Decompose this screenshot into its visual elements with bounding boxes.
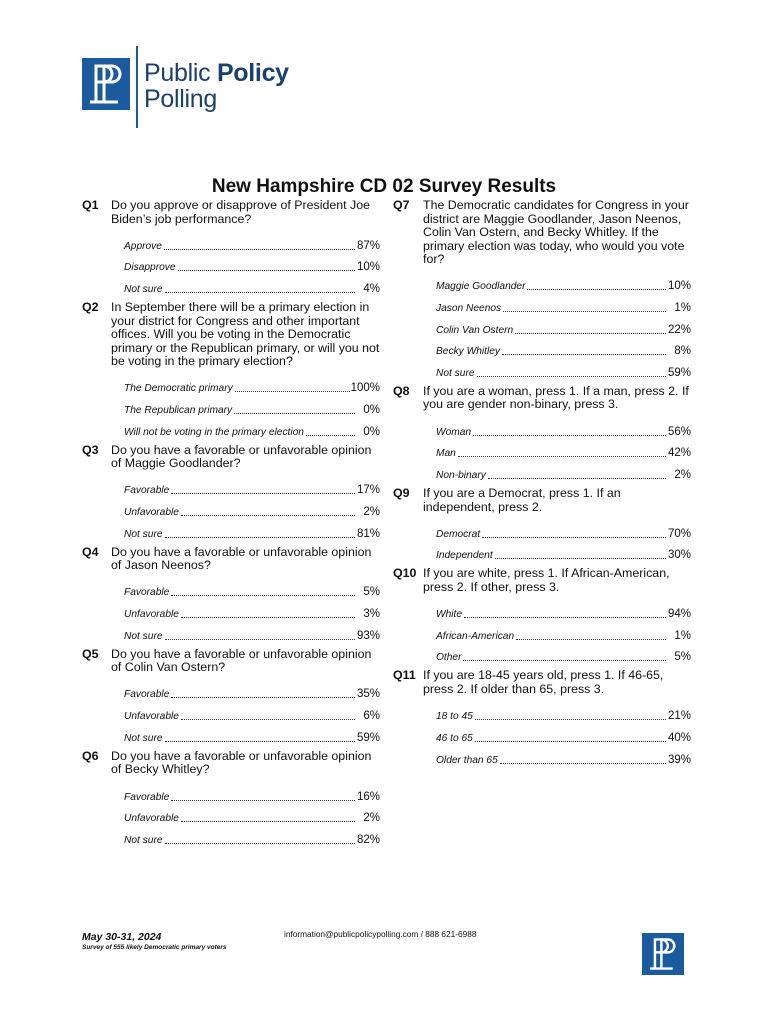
answer-value: 81% bbox=[356, 527, 380, 540]
answer-label: Favorable bbox=[124, 791, 170, 803]
answer-row bbox=[82, 254, 380, 276]
dot-leader bbox=[475, 741, 666, 742]
dot-leader bbox=[181, 617, 355, 618]
answer-list bbox=[82, 375, 380, 440]
answer-row bbox=[82, 375, 380, 397]
answer-label: The Republican primary bbox=[124, 404, 233, 416]
dot-leader bbox=[165, 639, 355, 640]
dot-leader bbox=[306, 435, 355, 436]
answer-label: Non-binary bbox=[436, 470, 486, 481]
survey-sample: Survey of 555 likely Democratic primary voters bbox=[82, 944, 227, 951]
answer-label: Not sure bbox=[124, 630, 163, 642]
answer-row bbox=[393, 338, 691, 360]
dot-leader bbox=[234, 413, 355, 414]
dot-leader bbox=[235, 391, 350, 392]
answer-row bbox=[393, 461, 691, 483]
answer-row bbox=[393, 542, 691, 564]
answer-row bbox=[82, 826, 380, 848]
answer-value: 1% bbox=[674, 629, 691, 642]
question-number: Q1 bbox=[82, 198, 99, 212]
dot-leader bbox=[495, 558, 666, 559]
dot-leader bbox=[171, 800, 355, 801]
answer-row bbox=[393, 644, 691, 666]
answer-label: Approve bbox=[124, 240, 162, 252]
question-text: Do you have a favorable or unfavorable opinion of Colin Van Ostern? bbox=[111, 646, 372, 675]
answer-label: Unfavorable bbox=[124, 711, 179, 723]
answer-label: Not sure bbox=[124, 732, 163, 744]
ppp-logo bbox=[82, 46, 302, 128]
answer-value: 17% bbox=[356, 484, 380, 497]
answer-list bbox=[393, 273, 691, 381]
dot-leader bbox=[463, 660, 666, 661]
question-number: Q8 bbox=[393, 383, 410, 398]
question-header bbox=[82, 301, 380, 369]
answer-row bbox=[393, 600, 691, 622]
answer-label: Older than 65 bbox=[436, 754, 498, 766]
question-header bbox=[393, 487, 691, 514]
answer-value: 4% bbox=[363, 283, 380, 296]
question-text: Do you approve or disapprove of President Joe Biden’s job performance? bbox=[111, 198, 370, 226]
answer-label: Favorable bbox=[124, 587, 170, 599]
page-title: New Hampshire CD 02 Survey Results bbox=[211, 176, 557, 197]
answer-value: 3% bbox=[363, 608, 380, 621]
question-header bbox=[82, 444, 380, 471]
answer-row bbox=[393, 273, 691, 295]
answer-row bbox=[393, 440, 691, 462]
question-text: If you are a Democrat, press 1. If an independent, press 2. bbox=[423, 486, 621, 514]
dot-leader bbox=[458, 456, 666, 457]
answer-label: Becky Whitley bbox=[436, 346, 500, 358]
answer-label: Other bbox=[436, 652, 462, 664]
dot-leader bbox=[515, 333, 666, 334]
answer-label: Unfavorable bbox=[124, 507, 179, 518]
answer-value: 5% bbox=[363, 586, 380, 599]
answer-value: 93% bbox=[356, 629, 380, 642]
question-q11 bbox=[393, 669, 691, 767]
question-text: If you are a woman, press 1. If a man, press 2. If you are gender non-binary, press 3. bbox=[423, 383, 689, 412]
dot-leader bbox=[181, 515, 355, 516]
logo-wordmark bbox=[144, 60, 289, 112]
answer-row bbox=[82, 600, 380, 622]
question-text: Do you have a favorable or unfavorable opinion of Becky Whitley? bbox=[111, 748, 372, 777]
answer-row bbox=[82, 418, 380, 440]
answer-value: 2% bbox=[363, 812, 380, 825]
dot-leader bbox=[527, 289, 666, 290]
question-number: Q10 bbox=[393, 566, 417, 581]
answer-list bbox=[393, 520, 691, 563]
answer-label: Woman bbox=[436, 426, 472, 438]
question-q8 bbox=[393, 385, 691, 483]
question-header bbox=[393, 567, 691, 594]
contact-info: information@publicpolicypolling.com / 888 621-6988 bbox=[284, 929, 477, 939]
answer-value: 39% bbox=[667, 753, 691, 766]
question-text: Do you have a favorable or unfavorable opinion of Maggie Goodlander? bbox=[111, 442, 372, 471]
dot-leader bbox=[477, 376, 666, 377]
answer-row bbox=[82, 396, 380, 418]
answer-value: 87% bbox=[356, 239, 380, 252]
dot-leader bbox=[178, 270, 355, 271]
dot-leader bbox=[464, 617, 666, 618]
answer-label: 46 to 65 bbox=[436, 732, 473, 744]
dot-leader bbox=[165, 292, 355, 293]
answer-value: 1% bbox=[674, 301, 691, 314]
dot-leader bbox=[502, 354, 666, 355]
question-q10 bbox=[393, 567, 691, 665]
logo-word-public: Public bbox=[144, 59, 217, 87]
question-number: Q11 bbox=[393, 668, 416, 683]
question-text: If you are 18-45 years old, press 1. If 46-65, press 2. If older than 65, press 3. bbox=[423, 668, 664, 696]
answer-label: Not sure bbox=[124, 834, 163, 846]
answer-label: Jason Neenos bbox=[436, 302, 502, 314]
answer-row bbox=[393, 418, 691, 440]
question-header bbox=[393, 385, 691, 412]
dot-leader bbox=[164, 249, 355, 250]
answer-row bbox=[393, 359, 691, 381]
question-header bbox=[82, 648, 380, 675]
answer-row bbox=[82, 724, 380, 746]
answer-label: Colin Van Ostern bbox=[436, 324, 514, 336]
question-text: In September there will be a primary election in your district for Congress and other important offices. Will you be voting in the Democratic primary or the Republican primary, or will you not be voting in the primary election? bbox=[111, 300, 380, 369]
answer-label: Maggie Goodlander bbox=[436, 281, 526, 293]
answer-list bbox=[82, 477, 380, 542]
answer-row bbox=[393, 316, 691, 338]
answer-row bbox=[82, 498, 380, 520]
answer-row bbox=[82, 681, 380, 703]
answer-list bbox=[82, 783, 380, 848]
answer-label: Disapprove bbox=[124, 262, 176, 274]
answer-list bbox=[393, 418, 691, 483]
question-number: Q7 bbox=[393, 198, 410, 212]
dot-leader bbox=[171, 493, 355, 494]
dot-leader bbox=[482, 537, 666, 538]
answer-list bbox=[82, 232, 380, 297]
answer-value: 8% bbox=[674, 345, 691, 358]
logo-divider bbox=[136, 46, 138, 128]
answer-row bbox=[82, 477, 380, 499]
ppp-logo-mark bbox=[82, 58, 130, 110]
answer-value: 0% bbox=[363, 403, 380, 416]
answer-label: Favorable bbox=[124, 485, 170, 497]
answer-value: 42% bbox=[667, 447, 691, 460]
question-q6 bbox=[82, 750, 380, 848]
question-q9 bbox=[393, 487, 691, 563]
dot-leader bbox=[503, 311, 666, 312]
answer-label: 18 to 45 bbox=[436, 711, 473, 723]
answer-label: Not sure bbox=[124, 284, 163, 296]
answer-value: 70% bbox=[667, 527, 691, 540]
question-q7 bbox=[393, 199, 691, 381]
question-header bbox=[393, 199, 691, 267]
answer-value: 22% bbox=[667, 323, 691, 336]
answer-label: Independent bbox=[436, 550, 493, 562]
ppp-footer-logo-icon bbox=[642, 933, 684, 975]
question-text: The Democratic candidates for Congress in your district are Maggie Goodlander, Jason Neenos, Colin Van Ostern, and Becky Whitley. If the primary election was today, who would you vote for? bbox=[423, 198, 689, 266]
answer-value: 10% bbox=[667, 280, 691, 293]
answer-row bbox=[393, 520, 691, 542]
answer-value: 82% bbox=[356, 833, 380, 846]
answer-value: 59% bbox=[356, 731, 380, 744]
dot-leader bbox=[488, 478, 666, 479]
question-number: Q2 bbox=[82, 300, 99, 315]
answer-row bbox=[82, 702, 380, 724]
answer-label: The Democratic primary bbox=[124, 383, 233, 395]
answer-label: Not sure bbox=[124, 528, 163, 540]
answer-value: 16% bbox=[356, 790, 380, 803]
answer-row bbox=[82, 622, 380, 644]
question-number: Q6 bbox=[82, 748, 99, 763]
left-column bbox=[82, 199, 380, 852]
answer-value: 94% bbox=[667, 608, 691, 621]
dot-leader bbox=[181, 821, 355, 822]
question-text: If you are white, press 1. If African-American, press 2. If other, press 3. bbox=[423, 566, 670, 594]
question-header bbox=[393, 669, 691, 696]
logo-word-policy: Policy bbox=[216, 59, 289, 87]
answer-value: 100% bbox=[350, 382, 380, 395]
answer-list bbox=[393, 600, 691, 665]
answer-row bbox=[393, 746, 691, 768]
answer-value: 59% bbox=[667, 366, 691, 379]
question-number: Q4 bbox=[82, 544, 99, 559]
question-header bbox=[82, 199, 380, 226]
answer-value: 2% bbox=[674, 469, 691, 481]
dot-leader bbox=[165, 843, 355, 844]
right-column bbox=[393, 199, 691, 772]
question-header bbox=[82, 546, 380, 573]
answer-row bbox=[82, 520, 380, 542]
question-number: Q5 bbox=[82, 646, 99, 661]
dot-leader bbox=[181, 719, 355, 720]
answer-label: Not sure bbox=[436, 367, 475, 379]
answer-value: 5% bbox=[674, 651, 691, 664]
dot-leader bbox=[165, 741, 355, 742]
answer-label: Man bbox=[436, 448, 456, 460]
answer-value: 56% bbox=[667, 425, 691, 438]
dot-leader bbox=[165, 537, 355, 538]
answer-row bbox=[393, 702, 691, 724]
answer-label: Democrat bbox=[436, 528, 481, 540]
answer-row bbox=[393, 294, 691, 316]
dot-leader bbox=[475, 719, 666, 720]
answer-row bbox=[82, 805, 380, 827]
logo-word-polling: Polling bbox=[144, 85, 217, 113]
question-q1 bbox=[82, 199, 380, 297]
question-text: Do you have a favorable or unfavorable opinion of Jason Neenos? bbox=[111, 544, 372, 573]
question-header bbox=[82, 750, 380, 777]
answer-row bbox=[82, 579, 380, 601]
answer-label: Unfavorable bbox=[124, 813, 179, 825]
answer-value: 35% bbox=[356, 688, 380, 701]
dot-leader bbox=[171, 697, 355, 698]
answer-value: 0% bbox=[363, 425, 380, 438]
answer-list bbox=[393, 702, 691, 767]
dot-leader bbox=[171, 595, 355, 596]
answer-row bbox=[393, 724, 691, 746]
answer-list bbox=[82, 681, 380, 746]
answer-row bbox=[82, 783, 380, 805]
answer-value: 30% bbox=[667, 549, 691, 562]
answer-label: White bbox=[436, 609, 463, 621]
answer-label: Unfavorable bbox=[124, 609, 179, 621]
dot-leader bbox=[500, 763, 666, 764]
answer-row bbox=[82, 275, 380, 297]
answer-value: 40% bbox=[667, 731, 691, 744]
question-number: Q3 bbox=[82, 442, 99, 457]
question-q3 bbox=[82, 444, 380, 542]
dot-leader bbox=[473, 435, 666, 436]
question-q2 bbox=[82, 301, 380, 440]
answer-list bbox=[82, 579, 380, 644]
answer-label: African-American bbox=[436, 630, 515, 642]
answer-value: 21% bbox=[667, 710, 691, 723]
question-q4 bbox=[82, 546, 380, 644]
dot-leader bbox=[516, 639, 666, 640]
answer-value: 6% bbox=[363, 710, 380, 723]
question-q5 bbox=[82, 648, 380, 746]
survey-date: May 30-31, 2024 bbox=[82, 931, 162, 943]
answer-value: 2% bbox=[363, 506, 380, 518]
question-number: Q9 bbox=[393, 486, 410, 500]
answer-row bbox=[82, 232, 380, 254]
answer-label: Favorable bbox=[124, 689, 170, 701]
answer-label: Will not be voting in the primary election bbox=[124, 426, 304, 438]
answer-value: 10% bbox=[356, 261, 380, 274]
answer-row bbox=[393, 622, 691, 644]
